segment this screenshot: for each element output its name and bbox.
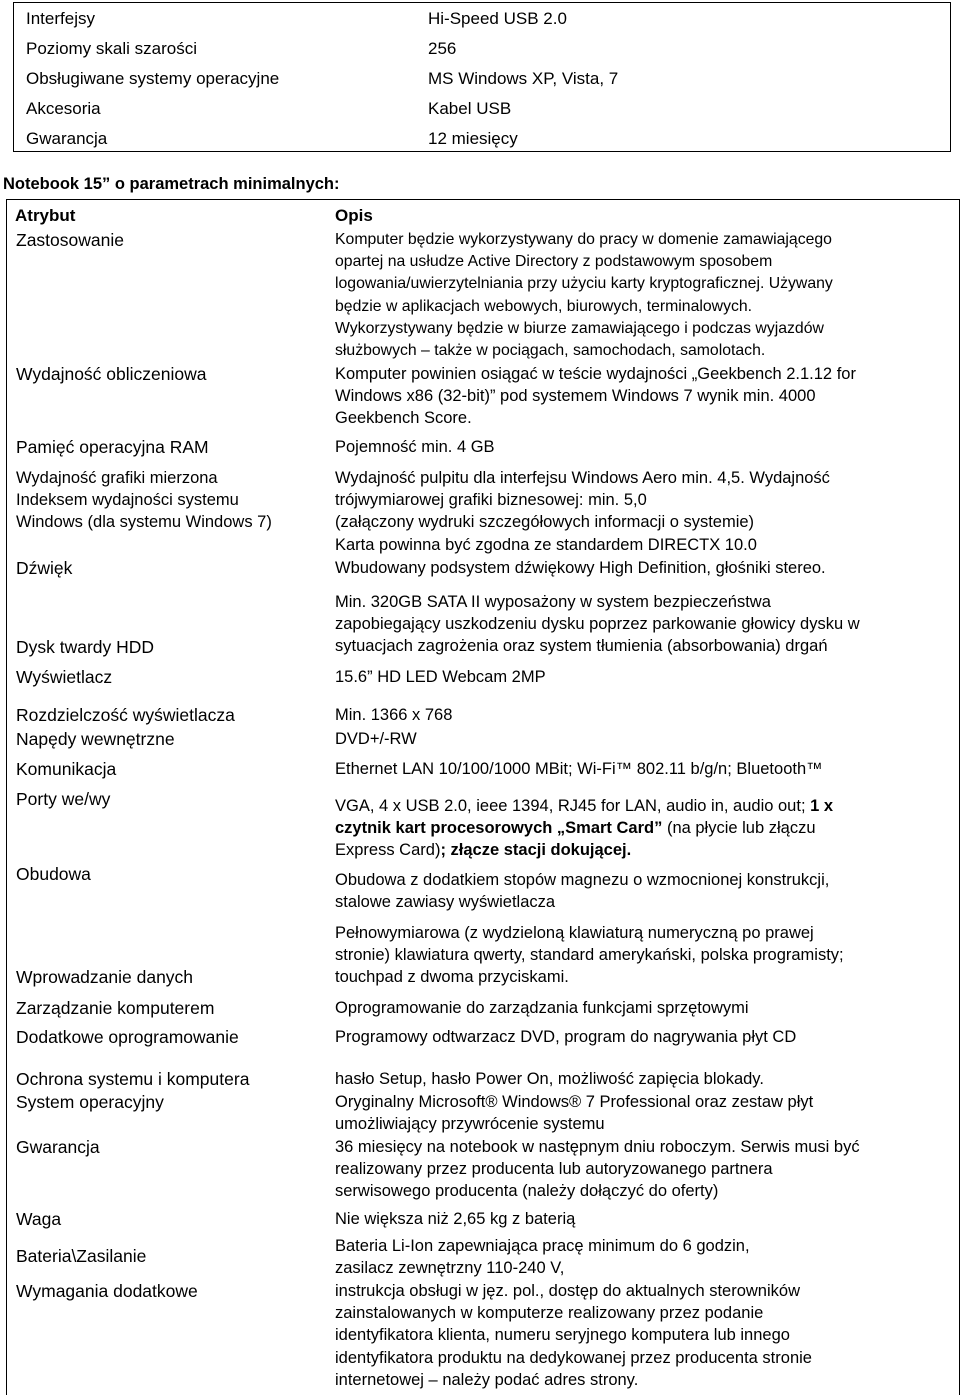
attribute-value: 36 miesięcy na notebook w następnym dniu roboczym. Serwis musi być realizowany przez producenta lub autoryzowanego partnera serwisowego producenta (należy dołączyć do oferty) [335,1138,860,1201]
attribute-label: Napędy wewnętrzne [16,729,175,749]
table-row [14,93,950,123]
attribute-label: Wprowadzanie danych [16,967,194,987]
attribute-value [335,795,955,862]
attribute-label: Ochrona systemu i komputera [16,1069,250,1089]
attribute-label: System operacyjny [16,1092,164,1112]
attribute-value: Bateria Li-Ion zapewniająca pracę minimum do 6 godzin, zasilacz zewnętrzny 110-240 V, [335,1237,750,1278]
section-title: Notebook 15” o parametrach minimalnych: [3,175,340,193]
table-row [14,3,950,33]
attribute-value: Ethernet LAN 10/100/1000 MBit; Wi-Fi™ 802.11 b/g/n; Bluetooth™ [335,760,823,778]
attribute-value: Oprogramowanie do zarządzania funkcjami sprzętowymi [335,999,749,1017]
attribute-value: Komputer będzie wykorzystywany do pracy w domenie zamawiającego opartej na usłudze Active Directory z podstawowym sposobem logowania/uwierzytelniania przy użyciu karty kryptograficznej. Używany będzie w aplikacjach webowych, biurowych, terminalowych. Wykorzystywany będzie w biurze zamawiającego i podczas wyjazdów służbowych – także w pociągach, samochodach, samolotach. [335,231,833,360]
spec-label: Obsługiwane systemy operacyjne [26,69,280,88]
column-header-description: Opis [335,206,373,225]
spec-value: Hi-Speed USB 2.0 [428,9,567,28]
ports-text: VGA, 4 x USB 2.0, ieee 1394, RJ45 for LAN, audio in, audio out; [335,797,811,815]
ports-text-2: (na płycie lub złączu Express Card) [335,819,816,860]
attribute-label: Wyświetlacz [16,667,113,687]
spec-value: MS Windows XP, Vista, 7 [428,69,619,88]
attribute-value: Oryginalny Microsoft® Windows® 7 Professional oraz zestaw płyt umożliwiający przywrócenie systemu [335,1093,814,1134]
attribute-value: hasło Setup, hasło Power On, możliwość zapięcia blokady. [335,1070,764,1088]
attribute-label: Waga [16,1209,62,1229]
attribute-label: Wymagania dodatkowe [16,1281,198,1301]
attribute-value: Min. 320GB SATA II wyposażony w system bezpieczeństwa zapobiegający uszkodzeniu dysku poprzez parkowanie głowicy dysku w sytuacjach zagrożenia oraz system tłumienia (absorbowania) drgań [335,593,860,656]
spec-label: Interfejsy [26,9,95,28]
column-header-attribute: Atrybut [15,206,76,225]
attribute-label: Zarządzanie komputerem [16,998,215,1018]
spec-label: Gwarancja [26,129,108,148]
attribute-label: Pamięć operacyjna RAM [16,437,209,457]
attribute-value: DVD+/-RW [335,730,417,748]
spec-label: Poziomy skali szarości [26,39,197,58]
spec-value: Kabel USB [428,99,512,118]
attribute-value: instrukcja obsługi w jęz. pol., dostęp do aktualnych sterowników zainstalowanych w komputerze realizowany przez podanie identyfikatora klienta, numeru seryjnego komputera lub innego identyfikatora produktu na dedykowanej przez producenta stronie internetowej – należy podać adres strony. [335,1282,812,1389]
attribute-label: Dźwięk [16,558,73,578]
attribute-value: Programowy odtwarzacz DVD, program do nagrywania płyt CD [335,1028,797,1046]
attribute-label: Bateria\Zasilanie [16,1246,147,1266]
attribute-value: Pełnowymiarowa (z wydzieloną klawiaturą numeryczną po prawej stronie) klawiatura qwerty, standard amerykański, polska programisty; touchpad z dwoma przyciskami. [335,924,844,987]
attribute-label: Porty we/wy [16,789,111,809]
attribute-label: Zastosowanie [16,230,124,250]
attribute-label: Wydajność grafiki mierzona Indeksem wydajności systemu Windows (dla systemu Windows 7) [16,469,272,531]
attribute-value: Komputer powinien osiągać w teście wydajności „Geekbench 2.1.12 for Windows x86 (32-bit)” pod systemem Windows 7 wynik min. 4000 Geekbench Score. [335,365,856,428]
table-row [14,123,950,153]
attribute-value: Nie większa niż 2,65 kg z baterią [335,1210,576,1228]
attribute-label: Komunikacja [16,759,117,779]
attribute-value: Pojemność min. 4 GB [335,438,495,456]
attribute-label: Rozdzielczość wyświetlacza [16,705,235,725]
attribute-label: Obudowa [16,864,91,884]
ports-docking: ; złącze stacji dokującej. [440,841,632,860]
spec-value: 256 [428,39,457,58]
attribute-label: Wydajność obliczeniowa [16,364,207,384]
attribute-value: Min. 1366 x 768 [335,706,453,724]
table-row [14,63,950,93]
attribute-value: Wydajność pulpitu dla interfejsu Windows Aero min. 4,5. Wydajność trójwymiarowej grafiki biznesowej: min. 5,0 (załączony wydruki szczegółowych informacji o systemie) Karta powinna być zgodna ze standardem DIRECTX 10.0 [335,469,830,554]
attribute-label: Dodatkowe oprogramowanie [16,1027,239,1047]
attribute-value: 15.6” HD LED Webcam 2MP [335,668,546,686]
table-row [14,33,950,63]
spec-table [13,2,951,152]
attribute-label: Gwarancja [16,1137,100,1157]
spec-value: 12 miesięcy [428,129,518,148]
ports-card-reader: 1 x czytnik kart procesorowych „Smart Card” [335,797,834,838]
spec-label: Akcesoria [26,99,101,118]
attribute-value: Wbudowany podsystem dźwiękowy High Definition, głośniki stereo. [335,559,826,577]
attribute-value: Obudowa z dodatkiem stopów magnezu o wzmocnionej konstrukcji, stalowe zawiasy wyświetlacza [335,871,830,912]
attribute-label: Dysk twardy HDD [16,637,155,657]
